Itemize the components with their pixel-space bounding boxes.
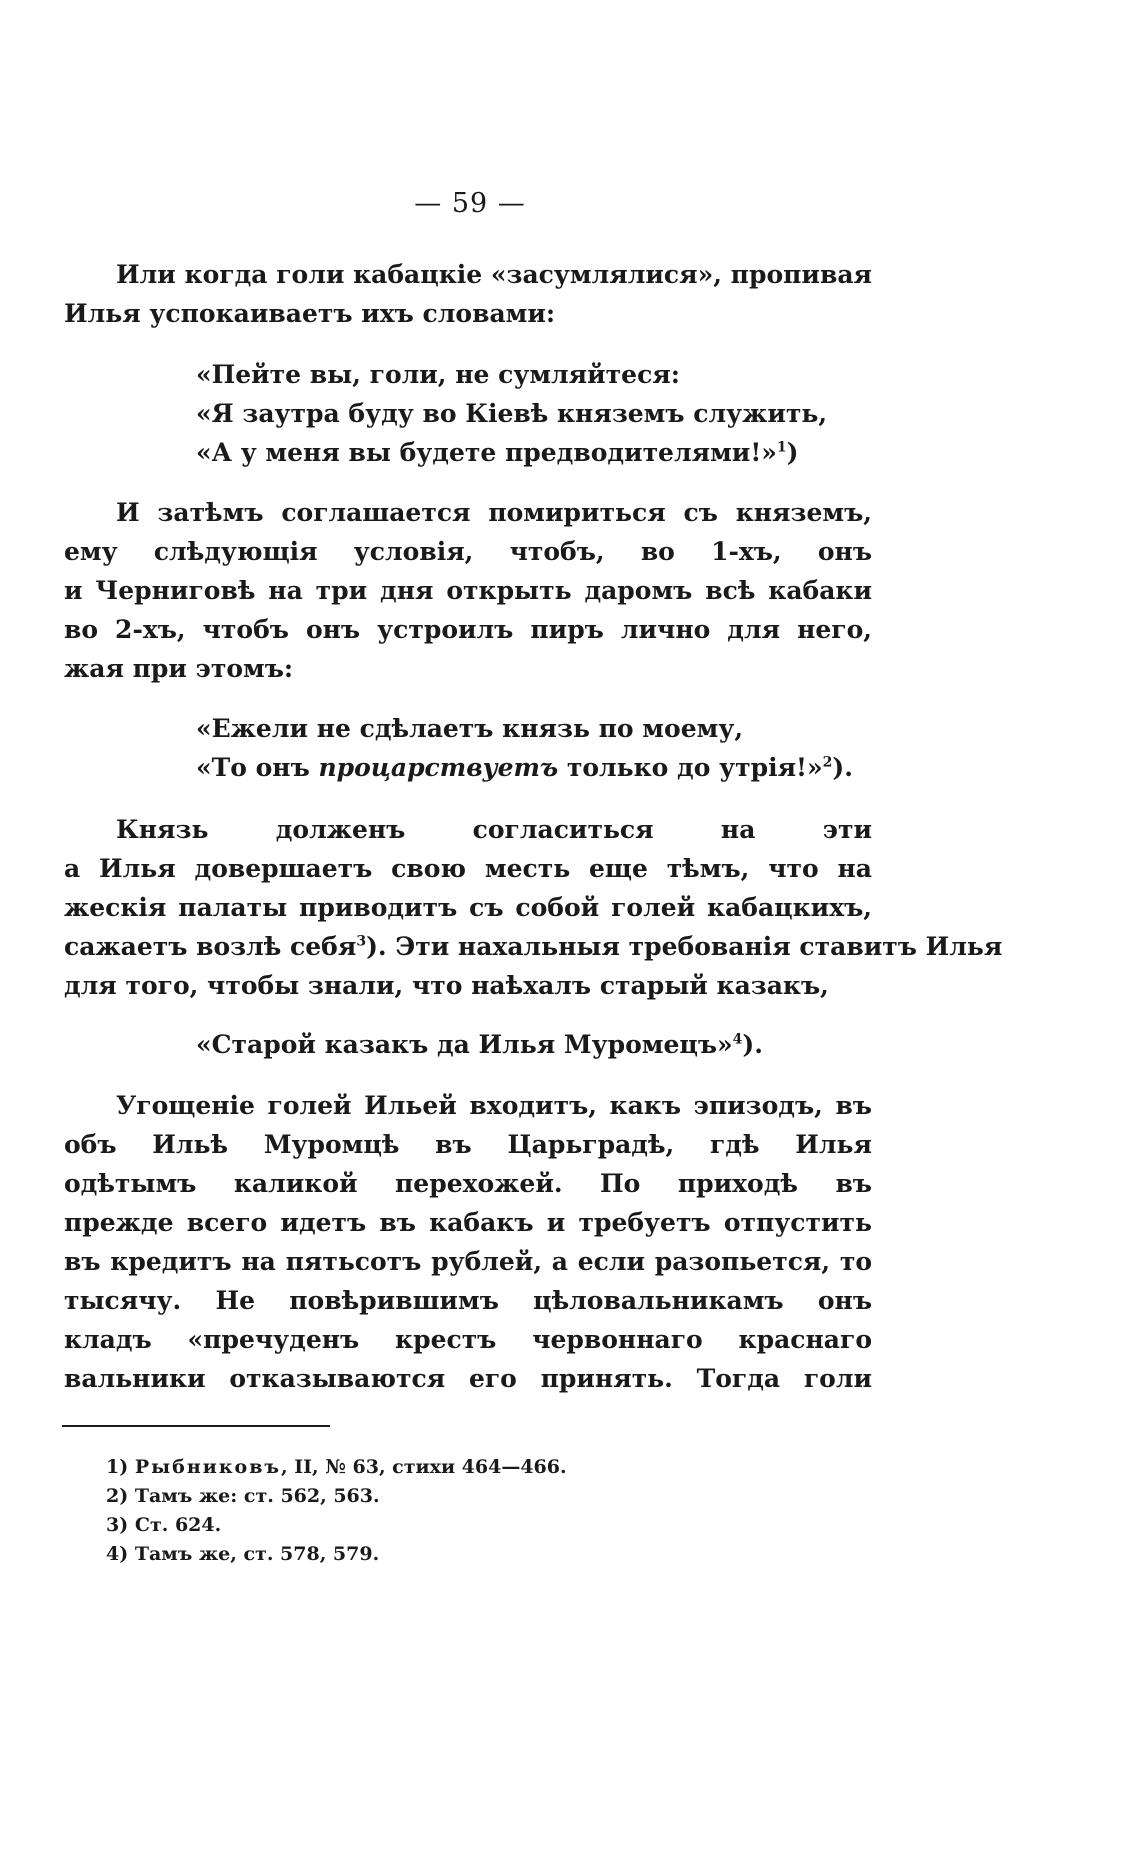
footnote-text: , II, № 63, стихи 464—466. [281, 1456, 567, 1478]
footnote-ref-close: ) [786, 438, 799, 467]
verse-line-end: только до утрія!» [558, 753, 823, 782]
text-line: для того, чтобы знали, что наѣхалъ старый казакъ, [64, 971, 829, 1000]
footnote-1 [106, 1453, 806, 1482]
footnote-ref-close: ). [742, 1030, 763, 1059]
text-line: прежде всего идетъ въ кабакъ и требуетъ отпустить [64, 1208, 872, 1237]
verse-line-text: «Старой казакъ да Илья Муромецъ» [196, 1030, 733, 1059]
text-line: а Илья довершаетъ свою месть еще тѣмъ, что на [64, 854, 872, 883]
text-segment: сажаетъ возлѣ себя [64, 932, 357, 961]
text-line: во 2-хъ, чтобъ онъ устроилъ пиръ лично для него, [64, 615, 872, 644]
footnote-ref: 1 [776, 439, 787, 456]
footnote-4: 4) Тамъ же, ст. 578, 579. [106, 1543, 380, 1565]
verse-line [196, 748, 896, 787]
verse-italic-word: процарствуетъ [318, 753, 559, 782]
footnotes [106, 1453, 806, 1569]
footnote-ref: 3 [356, 933, 367, 950]
footnote-author: Рыбниковъ [134, 1456, 282, 1478]
text-line: жая при этомъ: [64, 654, 294, 683]
verse-line-start: «То онъ [196, 753, 319, 782]
text-line: объ Ильѣ Муромцѣ въ Царьградѣ, гдѣ Илья [64, 1130, 872, 1159]
paragraph-4 [64, 1086, 872, 1398]
text-line: жескія палаты приводитъ съ собой голей кабацкихъ, [64, 893, 872, 922]
page-number: — 59 — [414, 188, 526, 219]
verse-quote-2 [196, 709, 896, 787]
paragraph-1 [64, 255, 872, 333]
text-line: кладъ «пречуденъ крестъ червоннаго краснаго [64, 1325, 872, 1354]
verse-quote-1 [196, 355, 896, 472]
text-line: и Черниговѣ на три дня открыть даромъ всѣ кабаки [64, 576, 872, 605]
text-line: ему слѣдующія условія, чтобъ, во 1-хъ, онъ [64, 537, 872, 566]
verse-line [196, 433, 896, 472]
verse-line: «Я заутра буду во Кіевѣ княземъ служить, [196, 399, 828, 428]
text-line: И затѣмъ соглашается помириться съ княземъ, [116, 498, 872, 527]
text-line: въ кредитъ на пятьсотъ рублей, а если разопьется, то [64, 1247, 872, 1276]
footnote-ref-close: ). [832, 753, 853, 782]
verse-line: «Пейте вы, голи, не сумляйтеся: [196, 360, 680, 389]
text-line: Князь долженъ согласиться на эти [116, 815, 872, 844]
text-line-start [64, 927, 366, 966]
footnote-3: 3) Ст. 624. [106, 1514, 222, 1536]
text-line: Илья успокаиваетъ ихъ словами: [64, 299, 556, 328]
footnote-ref: 2 [822, 754, 833, 771]
footnote-divider [62, 1425, 330, 1427]
paragraph-2 [64, 493, 872, 688]
verse-line-text: «А у меня вы будете предводителями!» [196, 438, 777, 467]
verse-line: «Ежели не сдѣлаетъ князь по моему, [196, 714, 744, 743]
text-line: вальники отказываются его принять. Тогда голи [64, 1364, 872, 1393]
text-line: Или когда голи кабацкіе «засумлялися», пропивая [116, 260, 872, 289]
text-line-end: ). Эти нахальныя требованія ставитъ Илья [366, 932, 1003, 961]
footnote-ref: 4 [732, 1031, 743, 1048]
footnote-2: 2) Тамъ же: ст. 562, 563. [106, 1485, 380, 1507]
verse-line [196, 1025, 896, 1064]
footnote-number: 1) [106, 1456, 135, 1478]
verse-quote-3 [196, 1025, 896, 1064]
paragraph-3 [64, 810, 1003, 1005]
text-line: одѣтымъ каликой перехожей. По приходѣ въ [64, 1169, 872, 1198]
text-line: тысячу. Не повѣрившимъ цѣловальникамъ онъ [64, 1286, 872, 1315]
text-line [64, 927, 1003, 966]
text-line: Угощеніе голей Ильей входитъ, какъ эпизодъ, въ [116, 1091, 872, 1120]
